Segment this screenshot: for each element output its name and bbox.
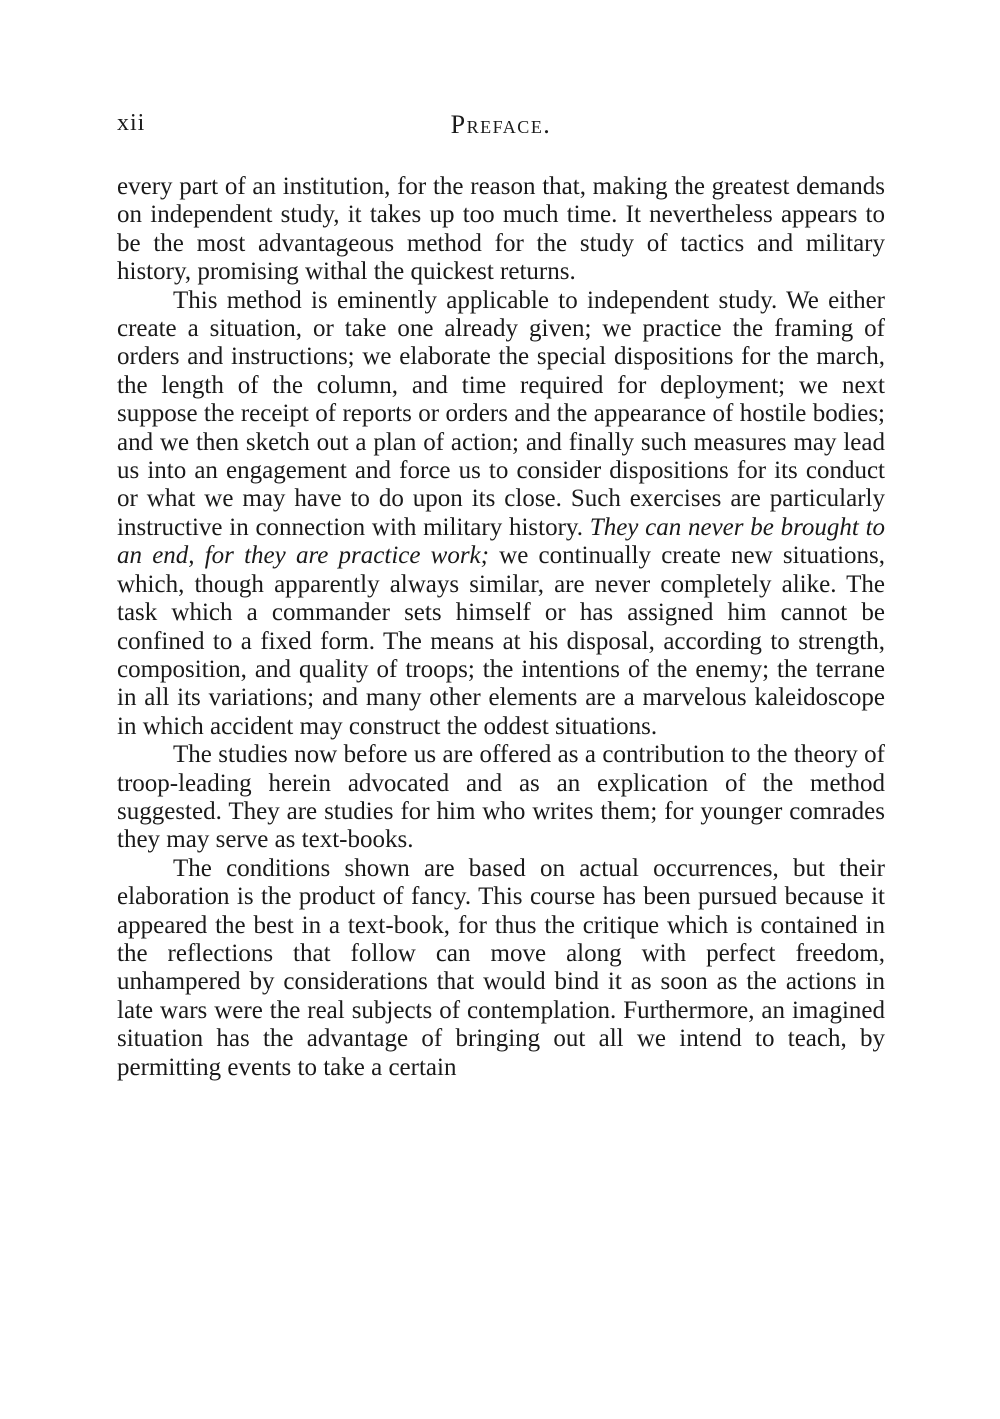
- paragraph-studies: [117, 741, 885, 855]
- italic-emphasis: They can never be brought to an end, for they are practice work;: [117, 513, 886, 570]
- paragraph-continuation: [117, 173, 885, 287]
- running-title: Preface.: [450, 110, 552, 139]
- text-segment: The studies now before us are offered as a contribution to the theory of troop-leading herein advocated and as an explication of the method suggested. They are studies for him who writes them; for younger comrades they may serve as text-books.: [117, 741, 885, 854]
- text-segment: The conditions shown are based on actual occurrences, but their elaboration is the product of fancy. This course has been pursued because it appeared the best in a text-book, for thus the critique which is contained in the reflections that follow can move along with perfect freedom, unhampered by considerations that would bind it as soon as the actions in late wars were the real subjects of contemplation. Furthermore, an imagined situation has the advantage of bringing out all we intend to teach, by permitting events to take a certain: [117, 854, 885, 1081]
- page-number: xii: [117, 110, 146, 136]
- text-segment: This method is eminently applicable to independent study. We either create a situation, or take one already given; we practice the framing of orders and instructions; we elaborate the special dispositions for the march, the length of the column, and time required for deployment; we next suppose the receipt of reports or orders and the appearance of hostile bodies; and we then sketch out a plan of action; and finally such measures may lead us into an engagement and force us to consider dispositions for its conduct or what we may have to do upon its close. Such exercises are particularly instructive in connection with military history.: [117, 286, 885, 541]
- paragraph-conditions: [117, 855, 885, 1082]
- running-head: [117, 110, 885, 150]
- text-segment: every part of an institution, for the reason that, making the greatest demands on independent study, it takes up too much time. It nevertheless appears to be the most advantageous method for the study of tactics and military history, promising withal the quickest returns.: [117, 173, 885, 286]
- book-page: [117, 110, 885, 1082]
- text-segment: we continually create new situations, which, though apparently always similar, are never completely alike. The task which a commander sets himself or has assigned him cannot be confined to a fixed form. The means at his disposal, according to strength, composition, and quality of troops; the intentions of the enemy; the terrane in all its variations; and many other elements are a marvelous kaleidoscope in which accident may construct the oddest situations.: [117, 542, 885, 740]
- paragraph-method: [117, 287, 885, 742]
- body-text: [117, 173, 885, 1082]
